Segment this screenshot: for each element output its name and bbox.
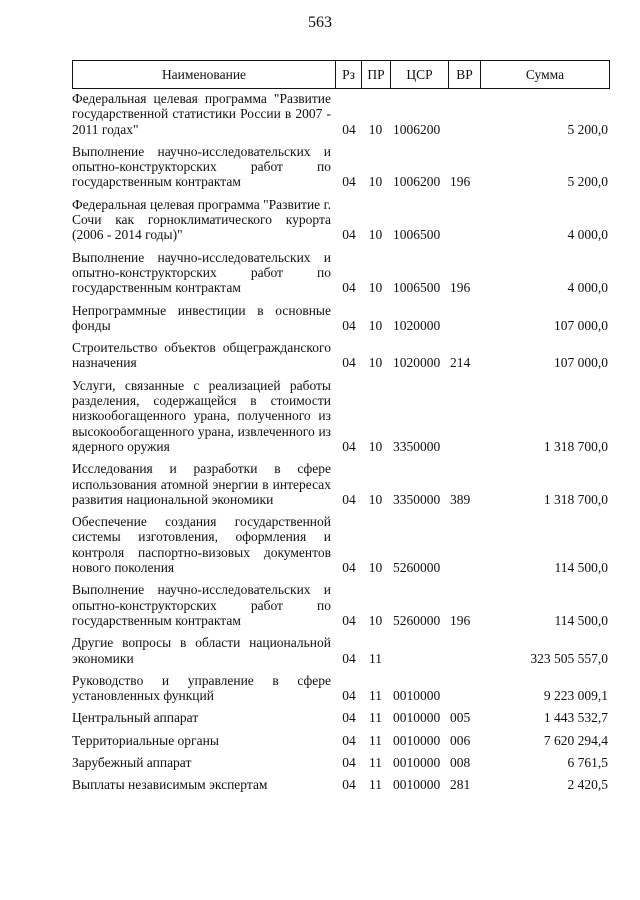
row-sum: 6 761,5 xyxy=(567,754,608,770)
table-header xyxy=(72,60,610,89)
table-row xyxy=(72,514,610,575)
row-sum: 5 200,0 xyxy=(567,121,608,137)
row-rz: 04 xyxy=(342,777,356,793)
row-name: Выплаты независимым экспертам xyxy=(72,777,268,793)
row-csr: 5260000 xyxy=(393,612,441,628)
row-pr: 10 xyxy=(368,317,383,333)
row-sum: 107 000,0 xyxy=(554,355,608,371)
row-rz: 04 xyxy=(342,438,356,454)
row-pr: 10 xyxy=(368,438,383,454)
row-rz: 04 xyxy=(342,732,356,748)
row-name: Строительство объектов общегражданского назначения xyxy=(72,340,331,371)
row-vr: 006 xyxy=(450,732,471,748)
row-csr: 1006200 xyxy=(393,174,441,190)
row-vr: 196 xyxy=(450,612,471,628)
row-pr: 11 xyxy=(369,732,382,748)
row-sum: 4 000,0 xyxy=(567,227,608,243)
row-csr: 1006200 xyxy=(393,121,441,137)
row-name: Федеральная целевая программа "Развитие г. Сочи как горноклиматического курорта (2006 - 2014 годы)" xyxy=(72,196,331,243)
row-csr: 1006500 xyxy=(393,280,441,296)
row-sum: 323 505 557,0 xyxy=(530,650,608,666)
row-sum: 1 318 700,0 xyxy=(543,438,608,454)
row-name: Непрограммные инвестиции в основные фонды xyxy=(72,302,331,333)
row-rz: 04 xyxy=(342,560,356,576)
row-vr: 389 xyxy=(450,491,471,507)
header-sum: Сумма xyxy=(525,66,565,82)
row-sum: 2 420,5 xyxy=(567,777,608,793)
budget-table xyxy=(72,60,610,793)
row-pr: 10 xyxy=(368,121,383,137)
row-rz: 04 xyxy=(342,650,356,666)
row-csr: 1020000 xyxy=(393,317,441,333)
row-sum: 107 000,0 xyxy=(554,317,608,333)
row-pr: 11 xyxy=(369,710,382,726)
row-sum: 4 000,0 xyxy=(567,280,608,296)
row-csr: 0010000 xyxy=(393,777,441,793)
table-row xyxy=(72,378,610,454)
row-csr: 1006500 xyxy=(393,227,441,243)
table-row xyxy=(72,197,610,243)
row-sum: 1 443 532,7 xyxy=(543,710,608,726)
page-number: 563 xyxy=(308,14,332,31)
row-sum: 1 318 700,0 xyxy=(543,491,608,507)
row-pr: 11 xyxy=(369,688,382,704)
row-csr: 0010000 xyxy=(393,732,441,748)
row-name: Услуги, связанные с реализацией работы разделения, содержащейся в стоимости низкообогащенного урана, полученного из высокообогащенного урана, извлеченного из ядерного оружия xyxy=(72,377,331,454)
row-rz: 04 xyxy=(342,280,356,296)
header-rz: Рз xyxy=(336,61,362,88)
row-pr: 10 xyxy=(368,355,383,371)
row-sum: 7 620 294,4 xyxy=(543,732,608,748)
header-name: Наименование xyxy=(73,61,336,88)
row-vr: 008 xyxy=(450,754,471,770)
row-rz: 04 xyxy=(342,121,356,137)
row-rz: 04 xyxy=(342,174,356,190)
row-name: Федеральная целевая программа "Развитие государственной статистики России в 2007 - 2011 годах" xyxy=(72,91,331,137)
row-pr: 10 xyxy=(368,174,383,190)
row-pr: 10 xyxy=(368,612,383,628)
row-csr: 3350000 xyxy=(393,491,441,507)
header-pr: ПР xyxy=(362,61,391,88)
row-name: Выполнение научно-исследовательских и опытно-конструкторских работ по государственным контрактам xyxy=(72,249,331,296)
table-row xyxy=(72,144,610,190)
header-vr: ВР xyxy=(449,61,481,88)
row-pr: 10 xyxy=(368,280,383,296)
table-row xyxy=(72,710,610,725)
row-pr: 11 xyxy=(369,650,382,666)
row-pr: 10 xyxy=(368,560,383,576)
row-name: Другие вопросы в области национальной экономики xyxy=(72,635,331,666)
row-vr: 196 xyxy=(450,280,471,296)
row-name: Обеспечение создания государственной системы изготовления, оформления и контроля паспортно-визовых документов нового поколения xyxy=(72,514,331,576)
row-csr: 3350000 xyxy=(393,438,441,454)
row-rz: 04 xyxy=(342,688,356,704)
row-sum: 114 500,0 xyxy=(554,612,608,628)
row-pr: 10 xyxy=(368,227,383,243)
row-pr: 11 xyxy=(369,754,382,770)
table-row xyxy=(72,461,610,507)
table-row xyxy=(72,250,610,296)
row-name: Центральный аппарат xyxy=(72,710,199,726)
row-name: Руководство и управление в сфере установленных функций xyxy=(72,672,331,704)
row-sum: 5 200,0 xyxy=(567,174,608,190)
row-csr: 0010000 xyxy=(393,710,441,726)
row-vr: 005 xyxy=(450,710,471,726)
header-csr: ЦСР xyxy=(391,61,449,88)
table-row xyxy=(72,635,610,666)
table-row xyxy=(72,303,610,334)
row-rz: 04 xyxy=(342,355,356,371)
table-row xyxy=(72,582,610,628)
table-row xyxy=(72,91,610,137)
row-sum: 114 500,0 xyxy=(554,560,608,576)
row-rz: 04 xyxy=(342,491,356,507)
row-rz: 04 xyxy=(342,754,356,770)
row-csr: 5260000 xyxy=(393,560,441,576)
row-csr: 0010000 xyxy=(393,754,441,770)
row-rz: 04 xyxy=(342,612,356,628)
row-name: Исследования и разработки в сфере использования атомной энергии в интересах развития национальной экономики xyxy=(72,461,331,507)
row-vr: 196 xyxy=(450,174,471,190)
row-vr: 281 xyxy=(450,777,471,793)
table-row xyxy=(72,777,610,792)
row-rz: 04 xyxy=(342,227,356,243)
row-vr: 214 xyxy=(450,355,471,371)
table-row xyxy=(72,673,610,704)
table-row xyxy=(72,733,610,748)
row-csr: 1020000 xyxy=(393,355,441,371)
row-name: Территориальные органы xyxy=(72,732,219,748)
table-row xyxy=(72,340,610,371)
row-name: Зарубежный аппарат xyxy=(72,754,192,770)
table-row xyxy=(72,755,610,770)
row-name: Выполнение научно-исследовательских и опытно-конструкторских работ по государственным контрактам xyxy=(72,582,331,628)
row-name: Выполнение научно-исследовательских и опытно-конструкторских работ по государственным контрактам xyxy=(72,143,331,190)
row-rz: 04 xyxy=(342,710,356,726)
row-rz: 04 xyxy=(342,317,356,333)
row-pr: 10 xyxy=(368,491,383,507)
row-sum: 9 223 009,1 xyxy=(543,688,608,704)
row-pr: 11 xyxy=(369,777,382,793)
row-csr: 0010000 xyxy=(393,688,441,704)
